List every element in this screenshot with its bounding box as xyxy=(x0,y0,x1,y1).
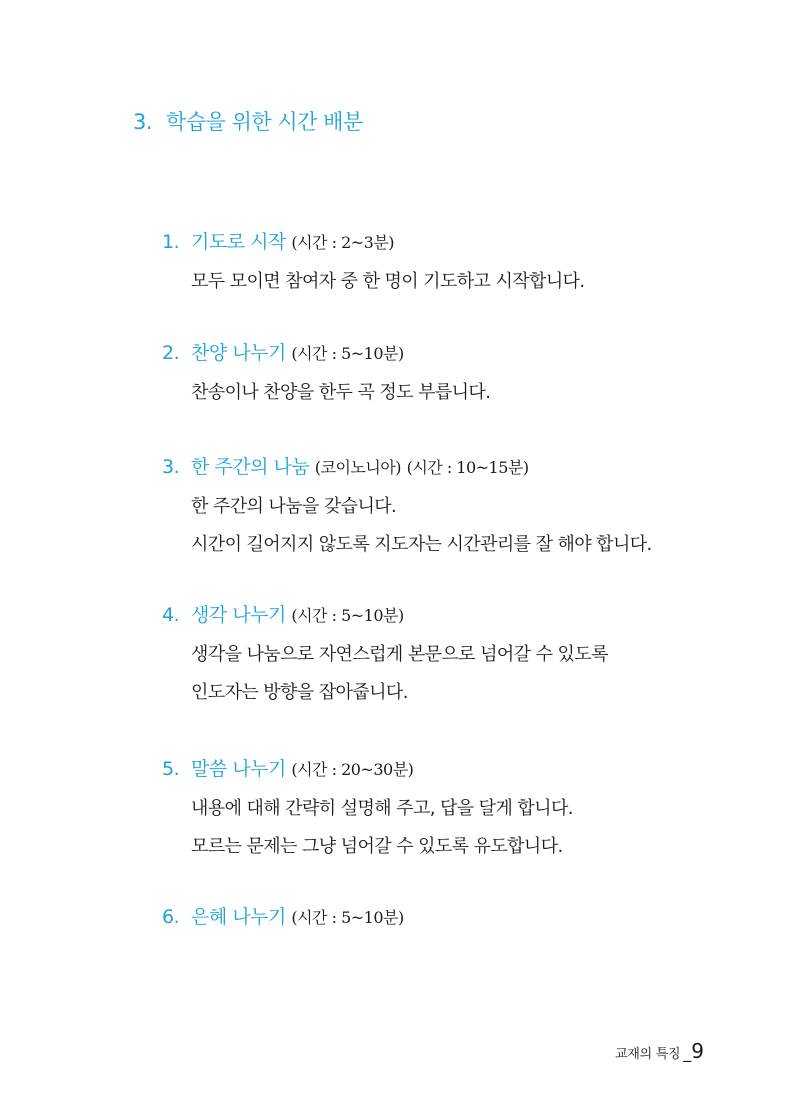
item-body-line: 내용에 대해 간략히 설명해 주고, 답을 달게 합니다. xyxy=(191,798,573,819)
item-heading xyxy=(162,454,762,481)
schedule-item-sharing xyxy=(162,454,762,557)
item-title: 기도로 시작 xyxy=(191,231,286,253)
item-heading xyxy=(162,229,762,256)
item-body xyxy=(191,796,762,859)
item-body-line: 인도자는 방향을 잡아줍니다. xyxy=(191,682,408,703)
item-heading xyxy=(162,340,762,367)
schedule-item-praise xyxy=(162,340,762,405)
item-number: 6. xyxy=(162,906,180,928)
page-footer xyxy=(615,1039,704,1063)
item-title: 생각 나누기 xyxy=(191,604,286,626)
footer-separator: _ xyxy=(683,1043,692,1062)
item-body xyxy=(191,494,762,557)
item-number: 2. xyxy=(162,342,180,364)
item-time: (시간 : 2~3분) xyxy=(291,233,395,252)
item-body-line: 한 주간의 나눔을 갖습니다. xyxy=(191,496,397,517)
item-heading xyxy=(162,904,762,931)
item-title: 은혜 나누기 xyxy=(191,906,286,928)
section-number: 3. xyxy=(133,110,153,134)
item-number: 4. xyxy=(162,604,180,626)
item-body xyxy=(191,642,762,705)
schedule-item-thoughts xyxy=(162,602,762,705)
schedule-item-word xyxy=(162,756,762,859)
item-time: (시간 : 5~10분) xyxy=(291,908,404,927)
item-title: 한 주간의 나눔 xyxy=(191,456,310,478)
item-time: (시간 : 10~15분) xyxy=(406,458,529,477)
item-heading xyxy=(162,756,762,783)
item-time: (시간 : 5~10분) xyxy=(291,344,404,363)
item-number: 5. xyxy=(162,758,180,780)
item-body xyxy=(191,380,762,405)
item-number: 1. xyxy=(162,231,180,253)
item-body-line: 생각을 나눔으로 자연스럽게 본문으로 넘어갈 수 있도록 xyxy=(191,644,608,665)
item-time: (시간 : 20~30분) xyxy=(291,760,414,779)
footer-label: 교재의 특징 xyxy=(615,1047,681,1062)
item-time: (시간 : 5~10분) xyxy=(291,606,404,625)
item-body xyxy=(191,269,762,294)
item-title: 말씀 나누기 xyxy=(191,758,286,780)
item-body-line: 시간이 길어지지 않도록 지도자는 시간관리를 잘 해야 합니다. xyxy=(191,534,652,555)
item-body-line: 모르는 문제는 그냥 넘어갈 수 있도록 유도합니다. xyxy=(191,836,563,857)
schedule-item-prayer xyxy=(162,229,762,294)
item-body-line: 찬송이나 찬양을 한두 곡 정도 부릅니다. xyxy=(191,382,491,403)
section-title xyxy=(133,106,363,136)
item-subtitle: (코이노니아) xyxy=(314,458,402,477)
page-number: 9 xyxy=(691,1039,704,1063)
section-title-text: 학습을 위한 시간 배분 xyxy=(166,110,363,134)
item-body-line: 모두 모이면 참여자 중 한 명이 기도하고 시작합니다. xyxy=(191,271,585,292)
item-heading xyxy=(162,602,762,629)
schedule-item-grace xyxy=(162,904,762,931)
item-number: 3. xyxy=(162,456,180,478)
item-title: 찬양 나누기 xyxy=(191,342,286,364)
